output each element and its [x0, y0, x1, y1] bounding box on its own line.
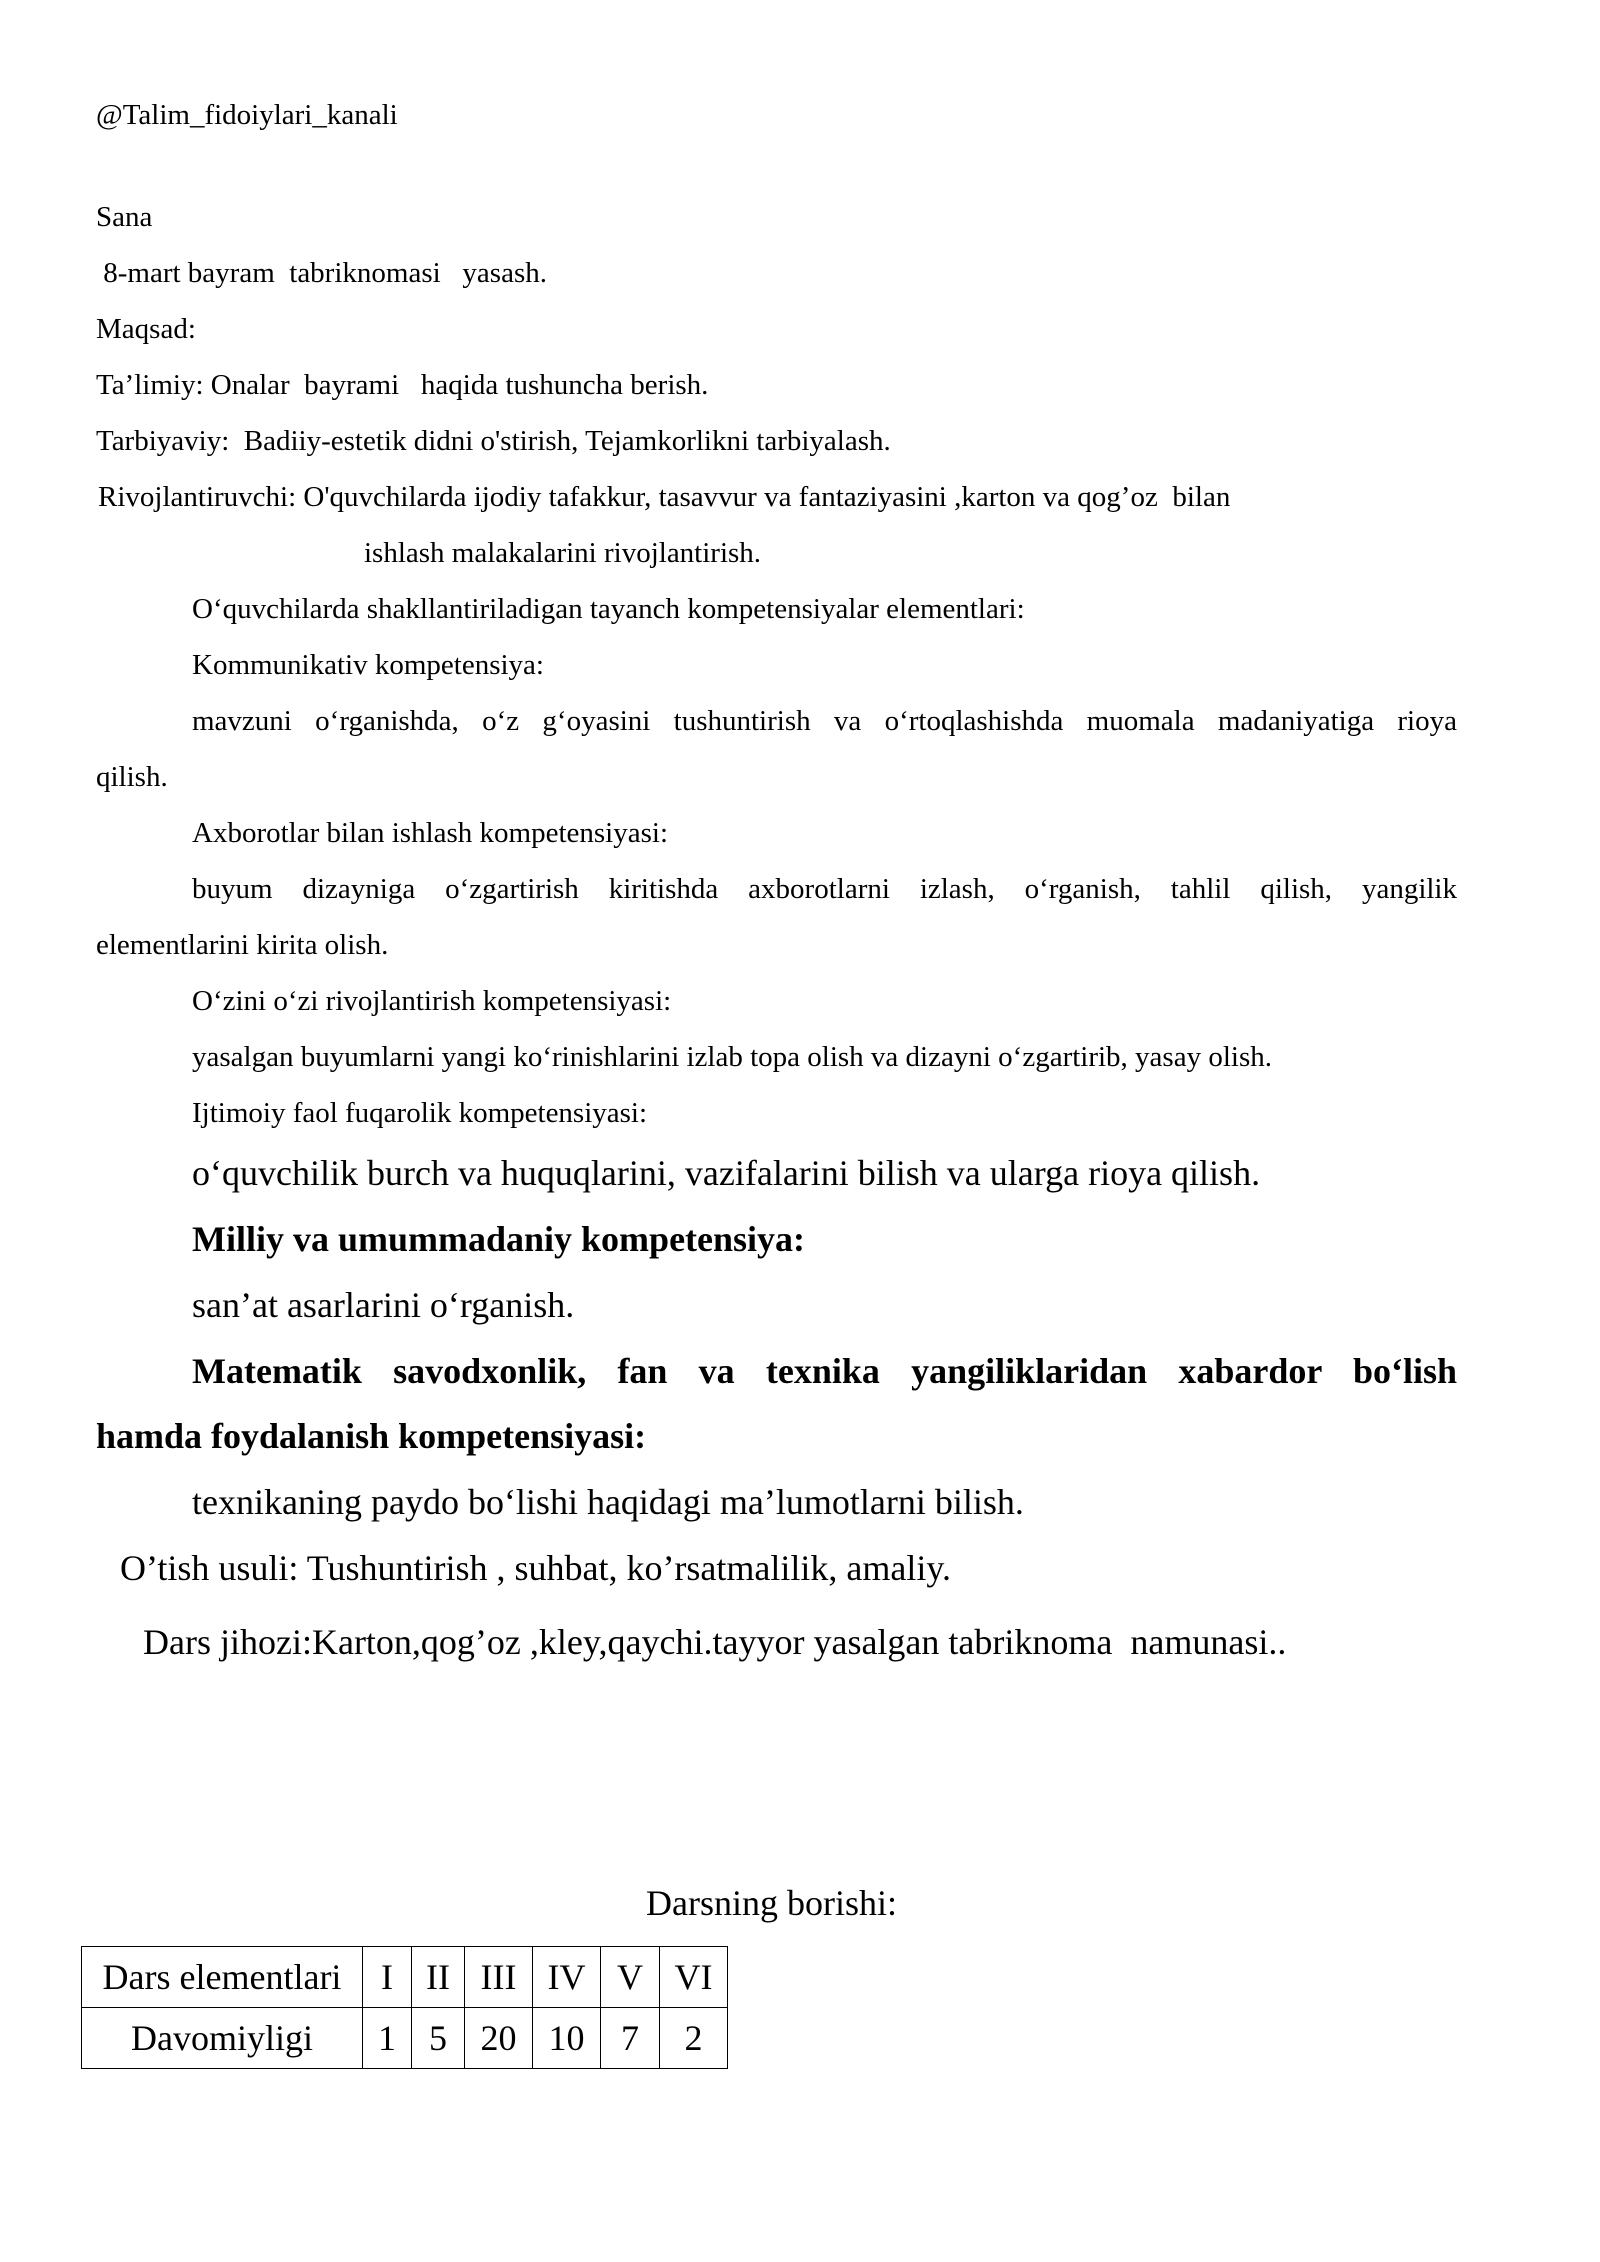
table-row — [82, 2008, 728, 2069]
table-header-cell: Dars elementlari — [82, 1947, 363, 2008]
self-development-title: O‘zini o‘zi rivojlantirish kompetensiyasi: — [192, 985, 672, 1017]
communicative-text-line1: mavzuni o‘rganishda, o‘z g‘oyasini tushuntirish va o‘rtoqlashishda muomala madaniyatiga rioya — [192, 705, 1457, 737]
channel-name: @Talim_fidoiylari_kanali — [96, 99, 398, 131]
lesson-equipment: Dars jihozi:Karton,qog’oz ,kley,qaychi.tayyor yasalgan tabriknoma namunasi.. — [143, 1622, 1287, 1662]
math-title-line2: hamda foydalanish kompetensiyasi: — [96, 1416, 647, 1456]
schedule-title: Darsning borishi: — [646, 1883, 897, 1923]
table-cell: Davomiyligi — [82, 2008, 363, 2069]
information-text-line1: buyum dizayniga o‘zgartirish kiritishda axborotlarni izlash, o‘rganish, tahlil qilish, yangilik — [192, 873, 1457, 905]
table-cell: 7 — [601, 2008, 660, 2069]
table-cell: 5 — [412, 2008, 465, 2069]
goal-label: Maqsad: — [96, 313, 196, 345]
communicative-title: Kommunikativ kompetensiya: — [192, 649, 544, 681]
math-text: texnikaning paydo bo‘lishi haqidagi ma’lumotlarni bilish. — [192, 1482, 1024, 1522]
table-cell: 10 — [533, 2008, 601, 2069]
goal-educational: Ta’limiy: Onalar bayrami haqida tushuncha berish. — [96, 369, 709, 401]
goal-developmental-line2: ishlash malakalarini rivojlantirish. — [364, 537, 762, 569]
information-title: Axborotlar bilan ishlash kompetensiyasi: — [192, 817, 669, 849]
table-row — [82, 1947, 728, 2008]
communicative-text-line2: qilish. — [96, 761, 168, 793]
table-header-cell: II — [412, 1947, 465, 2008]
table-header-cell: IV — [533, 1947, 601, 2008]
goal-developmental-line1: Rivojlantiruvchi: O'quvchilarda ijodiy tafakkur, tasavvur va fantaziyasini ,karton va qog’oz bilan — [98, 481, 1231, 513]
teaching-method: O’tish usuli: Tushuntirish , suhbat, ko’rsatmalilik, amaliy. — [120, 1548, 952, 1588]
table-header-cell: VI — [660, 1947, 728, 2008]
information-text-line2: elementlarini kirita olish. — [96, 929, 389, 961]
goal-upbringing: Tarbiyaviy: Badiiy-estetik didni o'stirish, Tejamkorlikni tarbiyalash. — [96, 425, 891, 457]
national-text: san’at asarlarini o‘rganish. — [192, 1285, 575, 1325]
lesson-schedule-table — [81, 1946, 728, 2069]
table-cell: 20 — [465, 2008, 533, 2069]
competencies-intro: O‘quvchilarda shakllantiriladigan tayanch kompetensiyalar elementlari: — [192, 593, 1025, 625]
date-label: Sana — [96, 201, 153, 233]
table-cell: 1 — [363, 2008, 412, 2069]
table-header-cell: V — [601, 1947, 660, 2008]
national-title: Milliy va umummadaniy kompetensiya: — [192, 1219, 806, 1259]
table-cell: 2 — [660, 2008, 728, 2069]
table-header-cell: I — [363, 1947, 412, 2008]
math-title-line1: Matematik savodxonlik, fan va texnika yangiliklaridan xabardor bo‘lish — [192, 1351, 1457, 1391]
self-development-text: yasalgan buyumlarni yangi ko‘rinishlarini izlab topa olish va dizayni o‘zgartirib, yasay olish. — [192, 1041, 1272, 1073]
lesson-topic: 8-mart bayram tabriknomasi yasash. — [96, 257, 547, 289]
civic-text: o‘quvchilik burch va huquqlarini, vazifalarini bilish va ularga rioya qilish. — [192, 1153, 1261, 1193]
table-header-cell: III — [465, 1947, 533, 2008]
civic-title: Ijtimoiy faol fuqarolik kompetensiyasi: — [192, 1097, 648, 1129]
